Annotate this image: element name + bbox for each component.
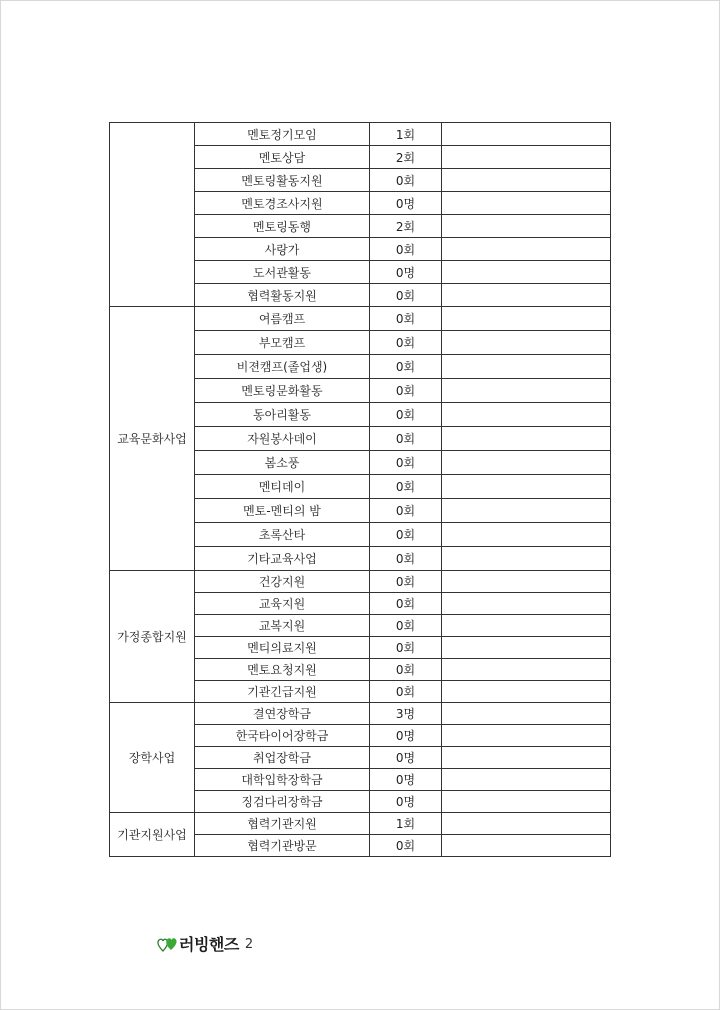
note-cell xyxy=(442,169,611,192)
item-cell: 멘토요청지원 xyxy=(195,659,370,681)
activity-table xyxy=(109,122,611,857)
item-cell: 비젼캠프(졸업생) xyxy=(195,355,370,379)
activity-table-body xyxy=(110,123,611,857)
note-cell xyxy=(442,355,611,379)
count-cell: 0회 xyxy=(370,331,442,355)
note-cell xyxy=(442,703,611,725)
note-cell xyxy=(442,725,611,747)
two-hearts-icon xyxy=(156,932,178,954)
item-cell: 초록산타 xyxy=(195,523,370,547)
count-cell: 0회 xyxy=(370,403,442,427)
item-cell: 멘토상담 xyxy=(195,146,370,169)
note-cell xyxy=(442,123,611,146)
note-cell xyxy=(442,523,611,547)
count-cell: 0회 xyxy=(370,499,442,523)
count-cell: 0회 xyxy=(370,284,442,307)
brand-name: 러빙핸즈 xyxy=(179,934,239,954)
note-cell xyxy=(442,571,611,593)
note-cell xyxy=(442,499,611,523)
count-cell: 0명 xyxy=(370,791,442,813)
item-cell: 대학입학장학금 xyxy=(195,769,370,791)
item-cell: 취업장학금 xyxy=(195,747,370,769)
note-cell xyxy=(442,284,611,307)
note-cell xyxy=(442,238,611,261)
count-cell: 0회 xyxy=(370,571,442,593)
item-cell: 기타교육사업 xyxy=(195,547,370,571)
note-cell xyxy=(442,769,611,791)
note-cell xyxy=(442,475,611,499)
count-cell: 0명 xyxy=(370,192,442,215)
note-cell xyxy=(442,813,611,835)
note-cell xyxy=(442,615,611,637)
count-cell: 0회 xyxy=(370,238,442,261)
item-cell: 멘토링문화활동 xyxy=(195,379,370,403)
category-cell: 기관지원사업 xyxy=(110,813,195,857)
count-cell: 0회 xyxy=(370,615,442,637)
item-cell: 협력기관방문 xyxy=(195,835,370,857)
note-cell xyxy=(442,593,611,615)
count-cell: 3명 xyxy=(370,703,442,725)
item-cell: 봄소풍 xyxy=(195,451,370,475)
item-cell: 결연장학금 xyxy=(195,703,370,725)
note-cell xyxy=(442,791,611,813)
count-cell: 1회 xyxy=(370,813,442,835)
table-row xyxy=(110,123,611,146)
note-cell xyxy=(442,427,611,451)
category-cell: 장학사업 xyxy=(110,703,195,813)
item-cell: 교복지원 xyxy=(195,615,370,637)
page-number: 2 xyxy=(244,936,254,952)
count-cell: 0회 xyxy=(370,523,442,547)
count-cell: 0회 xyxy=(370,355,442,379)
count-cell: 0회 xyxy=(370,659,442,681)
note-cell xyxy=(442,747,611,769)
note-cell xyxy=(442,681,611,703)
note-cell xyxy=(442,451,611,475)
note-cell xyxy=(442,547,611,571)
note-cell xyxy=(442,146,611,169)
count-cell: 0회 xyxy=(370,451,442,475)
count-cell: 0회 xyxy=(370,593,442,615)
count-cell: 0명 xyxy=(370,725,442,747)
count-cell: 0회 xyxy=(370,637,442,659)
note-cell xyxy=(442,659,611,681)
count-cell: 0명 xyxy=(370,769,442,791)
item-cell: 사랑가 xyxy=(195,238,370,261)
item-cell: 멘토경조사지원 xyxy=(195,192,370,215)
category-cell xyxy=(110,123,195,307)
item-cell: 멘티데이 xyxy=(195,475,370,499)
item-cell: 멘토정기모임 xyxy=(195,123,370,146)
count-cell: 0회 xyxy=(370,547,442,571)
item-cell: 징검다리장학금 xyxy=(195,791,370,813)
count-cell: 2회 xyxy=(370,215,442,238)
item-cell: 한국타이어장학금 xyxy=(195,725,370,747)
count-cell: 0명 xyxy=(370,747,442,769)
category-cell: 교육문화사업 xyxy=(110,307,195,571)
item-cell: 기관긴급지원 xyxy=(195,681,370,703)
item-cell: 부모캠프 xyxy=(195,331,370,355)
item-cell: 멘토링동행 xyxy=(195,215,370,238)
item-cell: 여름캠프 xyxy=(195,307,370,331)
item-cell: 협력기관지원 xyxy=(195,813,370,835)
note-cell xyxy=(442,307,611,331)
note-cell xyxy=(442,331,611,355)
note-cell xyxy=(442,379,611,403)
count-cell: 0회 xyxy=(370,379,442,403)
table-row xyxy=(110,813,611,835)
count-cell: 2회 xyxy=(370,146,442,169)
item-cell: 동아리활동 xyxy=(195,403,370,427)
item-cell: 도서관활동 xyxy=(195,261,370,284)
item-cell: 멘토-멘티의 밤 xyxy=(195,499,370,523)
count-cell: 0회 xyxy=(370,835,442,857)
item-cell: 협력활동지원 xyxy=(195,284,370,307)
count-cell: 0명 xyxy=(370,261,442,284)
count-cell: 0회 xyxy=(370,427,442,451)
note-cell xyxy=(442,192,611,215)
count-cell: 0회 xyxy=(370,681,442,703)
note-cell xyxy=(442,637,611,659)
item-cell: 멘토링활동지원 xyxy=(195,169,370,192)
item-cell: 자원봉사데이 xyxy=(195,427,370,451)
item-cell: 교육지원 xyxy=(195,593,370,615)
table-row xyxy=(110,571,611,593)
note-cell xyxy=(442,261,611,284)
item-cell: 멘티의료지원 xyxy=(195,637,370,659)
note-cell xyxy=(442,835,611,857)
count-cell: 0회 xyxy=(370,169,442,192)
table-row xyxy=(110,307,611,331)
item-cell: 건강지원 xyxy=(195,571,370,593)
note-cell xyxy=(442,215,611,238)
table-row xyxy=(110,703,611,725)
count-cell: 0회 xyxy=(370,307,442,331)
count-cell: 0회 xyxy=(370,475,442,499)
footer xyxy=(156,928,253,958)
category-cell: 가정종합지원 xyxy=(110,571,195,703)
note-cell xyxy=(442,403,611,427)
count-cell: 1회 xyxy=(370,123,442,146)
